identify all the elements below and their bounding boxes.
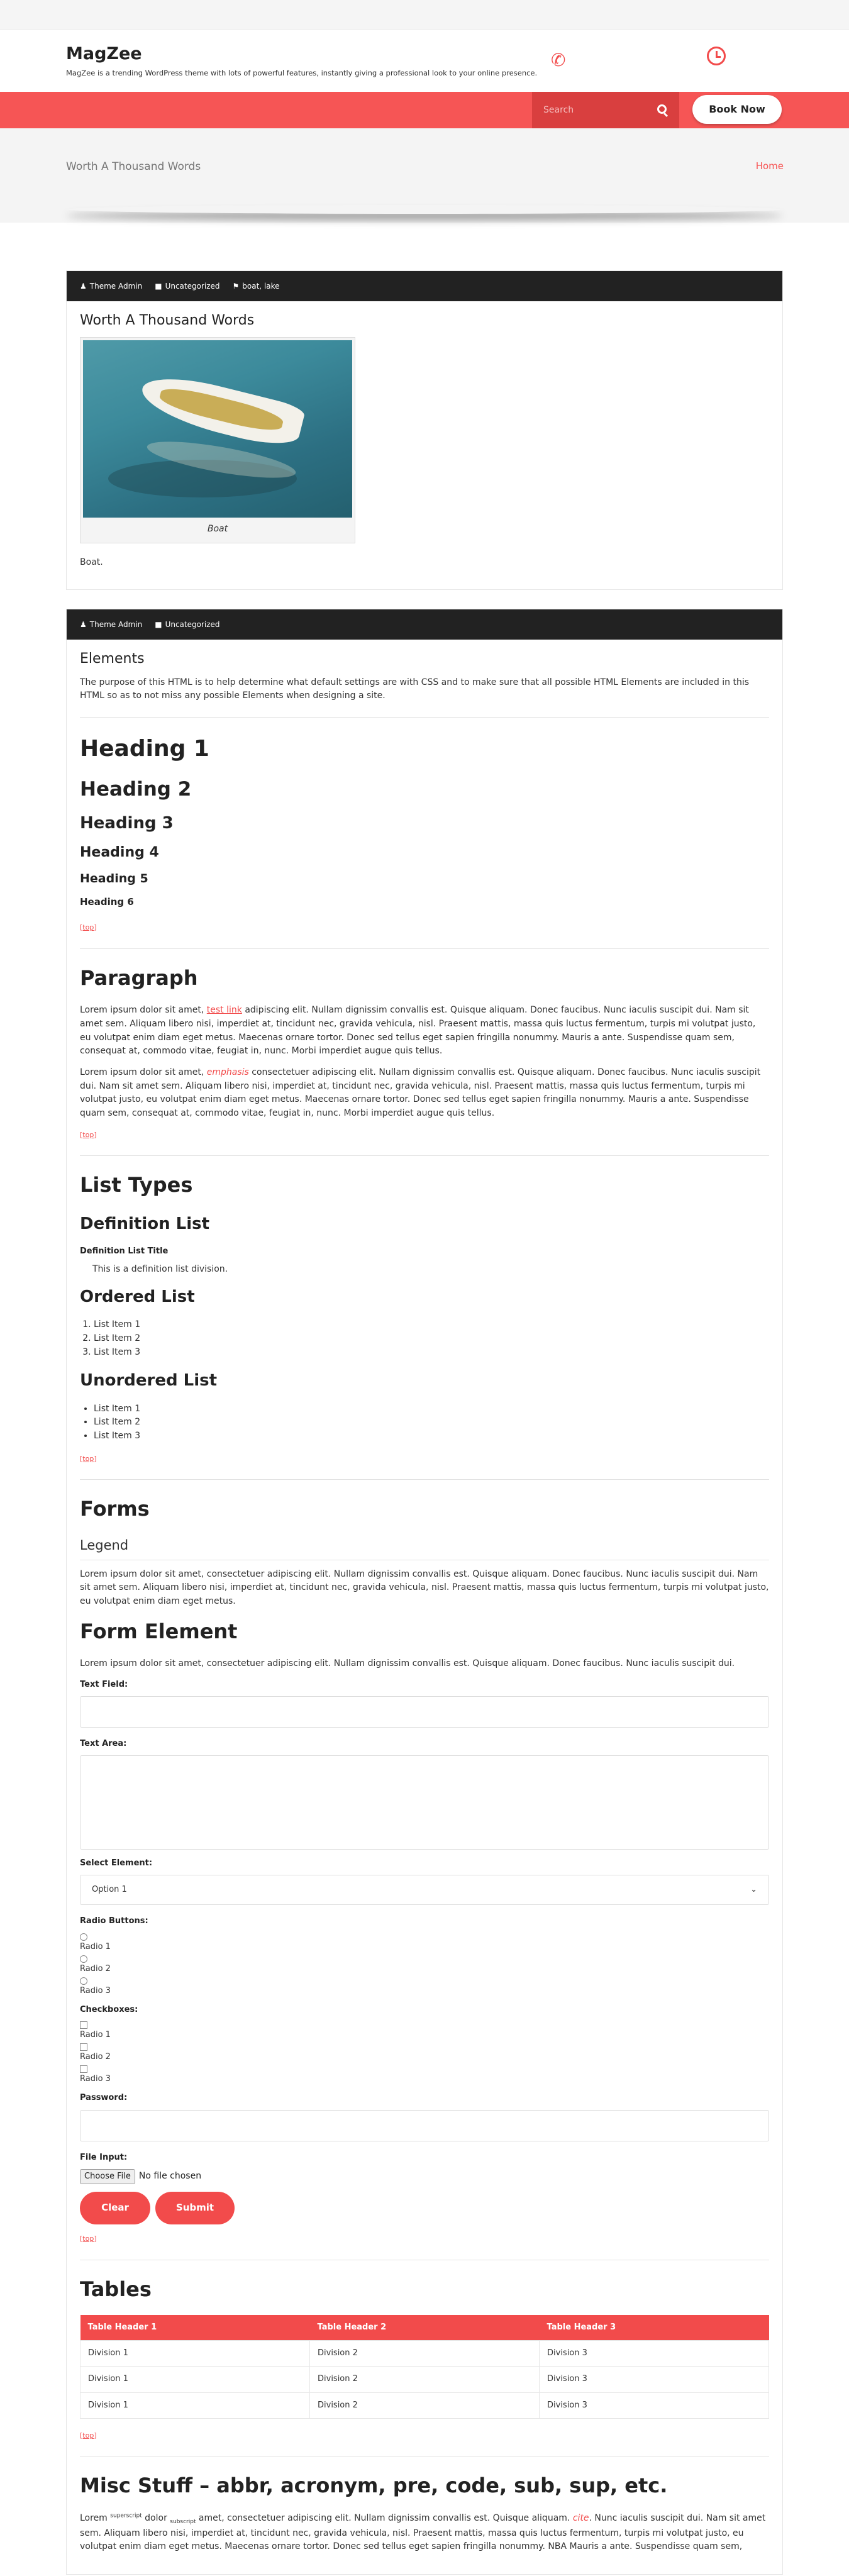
radio-label: Radio Buttons:	[80, 1916, 148, 1926]
site-header	[0, 30, 849, 92]
main-navbar	[0, 92, 849, 128]
list-item: • List Item 1	[94, 1402, 769, 1416]
table-header: Table Header 3	[540, 2315, 769, 2341]
site-logo[interactable]: MagZee	[66, 44, 142, 64]
heading-6: Heading 6	[80, 896, 134, 908]
table-cell: Division 2	[310, 2341, 540, 2367]
test-link[interactable]: test link	[206, 1005, 242, 1016]
phone-icon[interactable]: ✆	[551, 50, 566, 70]
table-row	[80, 2341, 769, 2367]
paragraph-text: amet, consectetuer adipiscing elit. Nullam dignissim convallis est. Quisque aliquam.	[196, 2513, 573, 2524]
post-title[interactable]: Elements	[80, 651, 145, 667]
image-figure	[80, 337, 355, 543]
legend-paragraph: Lorem ipsum dolor sit amet, consectetuer adipiscing elit. Nullam dignissim convallis est. Quisque aliquam. Donec faucibus. Nunc iaculis suscipit dui. Nam sit amet sem. Aliquam libero nisi, imperdiet at, tincidunt nec, gravida vehicula, nisl. Praesent mattis, massa quis luctus fermentum, turpis mi volutpat justo, eu volutpat enim diam eget metus.	[80, 1568, 769, 1606]
file-input-label: File Input:	[80, 2152, 128, 2162]
intro-paragraph: The purpose of this HTML is to help determine what default settings are with CSS and to make sure that all possible HTML Elements are included in this HTML so as to not miss any possible Elements when designing a site.	[80, 677, 750, 701]
top-link[interactable]: [top]	[80, 2234, 97, 2243]
divider	[80, 717, 769, 718]
paragraph-text: Lorem ipsum dolor sit amet,	[80, 1005, 207, 1016]
chevron-down-icon: ⌄	[750, 1885, 757, 1895]
file-input	[80, 2169, 769, 2184]
divider	[80, 1155, 769, 1156]
list-item: 1. List Item 1	[94, 1318, 769, 1332]
title-bar-shadow	[66, 205, 783, 214]
heading-3: Heading 3	[80, 813, 174, 833]
meta-author[interactable]	[80, 280, 142, 292]
table-cell: Division 1	[80, 2392, 310, 2418]
table-row	[80, 2392, 769, 2418]
text-area-label: Text Area:	[80, 1739, 127, 1749]
cite-text: cite	[572, 2513, 589, 2524]
meta-category-label: Uncategorized	[165, 620, 220, 630]
paragraph-text: dolor	[142, 2513, 170, 2524]
folder-icon: ■	[155, 281, 162, 291]
content-container	[66, 223, 783, 2575]
image-caption: Boat	[207, 524, 228, 535]
radio-option-label: Radio 3	[80, 1985, 111, 1996]
divider	[80, 2456, 769, 2457]
misc-paragraph	[80, 2512, 769, 2554]
top-strip	[0, 0, 849, 30]
paragraph-text: . Nunc iaculis suscipit dui. Nam sit amet sem. Aliquam libero nisi, imperdiet at, tincidunt nec, gravida vehicula, nisl. Praesent mattis, massa quis luctus fermentum, turpis mi volutpat justo, eu volutpat enim diam eget metus. Maecenas ornare tortor. Donec sed tellus eget sapien fringilla nonummy. NBA Mauris a ante. Suspendisse quam sem,	[80, 2513, 766, 2552]
definition-term: Definition List Title	[80, 1246, 169, 1257]
checkbox[interactable]	[80, 2065, 87, 2073]
user-icon: ♟	[80, 281, 87, 291]
choose-file-button[interactable]: Choose File	[80, 2169, 135, 2184]
form-element-paragraph: Lorem ipsum dolor sit amet, consectetuer adipiscing elit. Nullam dignissim convallis est. Quisque aliquam. Donec faucibus. Nunc iaculis suscipit dui.	[80, 1658, 735, 1669]
superscript-text: superscript	[110, 2512, 142, 2519]
meta-tags-label: boat, lake	[242, 281, 280, 291]
checkbox-label: Checkboxes:	[80, 2004, 138, 2014]
radio-option-label: Radio 2	[80, 1963, 111, 1974]
breadcrumb-home[interactable]: Home	[755, 160, 784, 172]
emphasis-text: emphasis	[206, 1067, 249, 1077]
post-body	[67, 301, 782, 589]
select-label: Select Element:	[80, 1858, 153, 1868]
post-meta-bar	[67, 609, 782, 640]
table-header: Table Header 1	[80, 2315, 310, 2341]
search-icon[interactable]	[657, 104, 667, 114]
search-input[interactable]	[543, 101, 650, 119]
meta-category-label: Uncategorized	[165, 281, 220, 291]
search-box	[532, 92, 679, 128]
text-field-label: Text Field:	[80, 1679, 128, 1689]
meta-author[interactable]	[80, 619, 142, 631]
file-status: No file chosen	[138, 2170, 202, 2181]
table-cell: Division 3	[540, 2367, 769, 2392]
list-item: • List Item 2	[94, 1416, 769, 1430]
post-body	[67, 640, 782, 2574]
table-cell: Division 1	[80, 2341, 310, 2367]
top-link[interactable]: [top]	[80, 923, 97, 931]
forms-heading: Forms	[80, 1497, 150, 1521]
table-cell: Division 2	[310, 2367, 540, 2392]
radio-button[interactable]	[80, 1955, 87, 1963]
book-now-button[interactable]: Book Now	[692, 95, 782, 124]
user-icon: ♟	[80, 620, 87, 630]
select-element[interactable]	[80, 1875, 769, 1905]
post-title[interactable]: Worth A Thousand Words	[80, 313, 255, 328]
boat-image[interactable]	[83, 340, 352, 518]
post-elements	[66, 609, 783, 2575]
site-tagline: MagZee is a trending WordPress theme with lots of powerful features, instantly giving a professional look to your online presence.	[66, 69, 538, 78]
text-area[interactable]	[80, 1755, 769, 1850]
table-cell: Division 3	[540, 2392, 769, 2418]
table-header: Table Header 2	[310, 2315, 540, 2341]
post-meta-bar	[67, 271, 782, 301]
list-item: • List Item 3	[94, 1430, 769, 1443]
tables-heading: Tables	[80, 2277, 152, 2301]
meta-author-label: Theme Admin	[89, 281, 143, 291]
top-link[interactable]: [top]	[80, 1454, 97, 1463]
heading-5: Heading 5	[80, 872, 148, 886]
subscript-text: subscript	[170, 2518, 196, 2525]
divider	[80, 948, 769, 949]
heading-2: Heading 2	[80, 777, 192, 801]
checkbox[interactable]	[80, 2021, 87, 2029]
table-cell: Division 3	[540, 2341, 769, 2367]
radio-button[interactable]	[80, 1977, 87, 1985]
table-cell: Division 1	[80, 2367, 310, 2392]
definition-list-heading: Definition List	[80, 1214, 210, 1233]
checkbox[interactable]	[80, 2043, 87, 2051]
form-legend: Legend	[80, 1535, 769, 1560]
checkbox-option-label: Radio 3	[80, 2074, 111, 2084]
table-cell: Division 2	[310, 2392, 540, 2418]
meta-tags[interactable]	[233, 280, 280, 292]
ordered-list-heading: Ordered List	[80, 1287, 195, 1307]
paragraph-text: Lorem	[80, 2513, 111, 2524]
radio-button[interactable]	[80, 1933, 87, 1941]
heading-1: Heading 1	[80, 735, 209, 762]
text-field[interactable]	[80, 1696, 769, 1728]
clock-icon[interactable]	[707, 47, 726, 65]
password-label: Password:	[80, 2093, 128, 2103]
form-buttons	[80, 2192, 769, 2224]
top-link[interactable]: [top]	[80, 1130, 97, 1139]
checkbox-option-label: Radio 2	[80, 2052, 111, 2062]
paragraph-2	[80, 1066, 769, 1121]
unordered-list	[94, 1402, 769, 1443]
ordered-list	[94, 1318, 769, 1359]
list-types-heading: List Types	[80, 1173, 193, 1197]
submit-button[interactable]: Submit	[155, 2192, 235, 2224]
form-element-heading: Form Element	[80, 1619, 238, 1643]
heading-4: Heading 4	[80, 845, 159, 861]
paragraph-1	[80, 1004, 769, 1058]
password-field[interactable]	[80, 2110, 769, 2141]
misc-heading: Misc Stuff – abbr, acronym, pre, code, sub, sup, etc.	[80, 2473, 668, 2498]
post-worth-a-thousand-words	[66, 270, 783, 590]
clear-button[interactable]: Clear	[80, 2192, 150, 2224]
radio-option-label: Radio 1	[80, 1941, 111, 1951]
sample-table	[80, 2315, 769, 2419]
page-title-bar	[0, 128, 849, 223]
paragraph-heading: Paragraph	[80, 965, 198, 990]
folder-icon: ■	[155, 620, 162, 630]
table-row	[80, 2367, 769, 2392]
divider	[80, 1479, 769, 1480]
meta-category[interactable]	[155, 280, 219, 292]
table-header-row	[80, 2315, 769, 2341]
page-title: Worth A Thousand Words	[66, 160, 201, 173]
definition-description: This is a definition list division.	[92, 1264, 228, 1275]
meta-author-label: Theme Admin	[89, 620, 143, 630]
paragraph-text: Lorem ipsum dolor sit amet,	[80, 1067, 207, 1077]
branding	[66, 44, 537, 79]
checkbox-option-label: Radio 1	[80, 2030, 111, 2040]
meta-category[interactable]	[155, 619, 219, 631]
list-item: 2. List Item 2	[94, 1332, 769, 1346]
paragraph-text: consectetuer adipiscing elit. Nullam dignissim convallis est. Quisque aliquam. Donec faucibus. Nunc iaculis suscipit dui. Nam sit amet sem. Aliquam libero nisi, imperdiet at, tincidunt nec, gravida vehicula, nisl. Praesent mattis, massa quis luctus fermentum, turpis mi volutpat justo, eu volutpat enim diam eget metus. Maecenas ornare tortor. Donec sed tellus eget sapien fringilla nonummy. Mauris a ante. Suspendisse quam sem, consequat at, commodo vitae, feugiat in, nunc. Morbi imperdiet augue quis tellus.	[80, 1067, 761, 1118]
post-excerpt: Boat.	[80, 557, 103, 567]
unordered-list-heading: Unordered List	[80, 1371, 218, 1391]
paragraph-text: adipiscing elit. Nullam dignissim convallis est. Quisque aliquam. Donec faucibus. Nunc iaculis suscipit dui. Nam sit amet sem. Aliquam libero nisi, imperdiet at, tincidunt nec, gravida vehicula, nisl. Praesent mattis, massa quis luctus fermentum, turpis mi volutpat justo, eu volutpat enim diam eget metus. Maecenas ornare tortor. Donec sed tellus eget sapien fringilla nonummy. Mauris a ante. Suspendisse quam sem, consequat at, commodo vitae, feugiat in, nunc. Morbi imperdiet augue quis tellus.	[80, 1005, 756, 1057]
select-value: Option 1	[92, 1885, 127, 1895]
tag-icon: ⚑	[232, 281, 240, 291]
top-link[interactable]: [top]	[80, 2431, 97, 2440]
list-item: 3. List Item 3	[94, 1346, 769, 1360]
